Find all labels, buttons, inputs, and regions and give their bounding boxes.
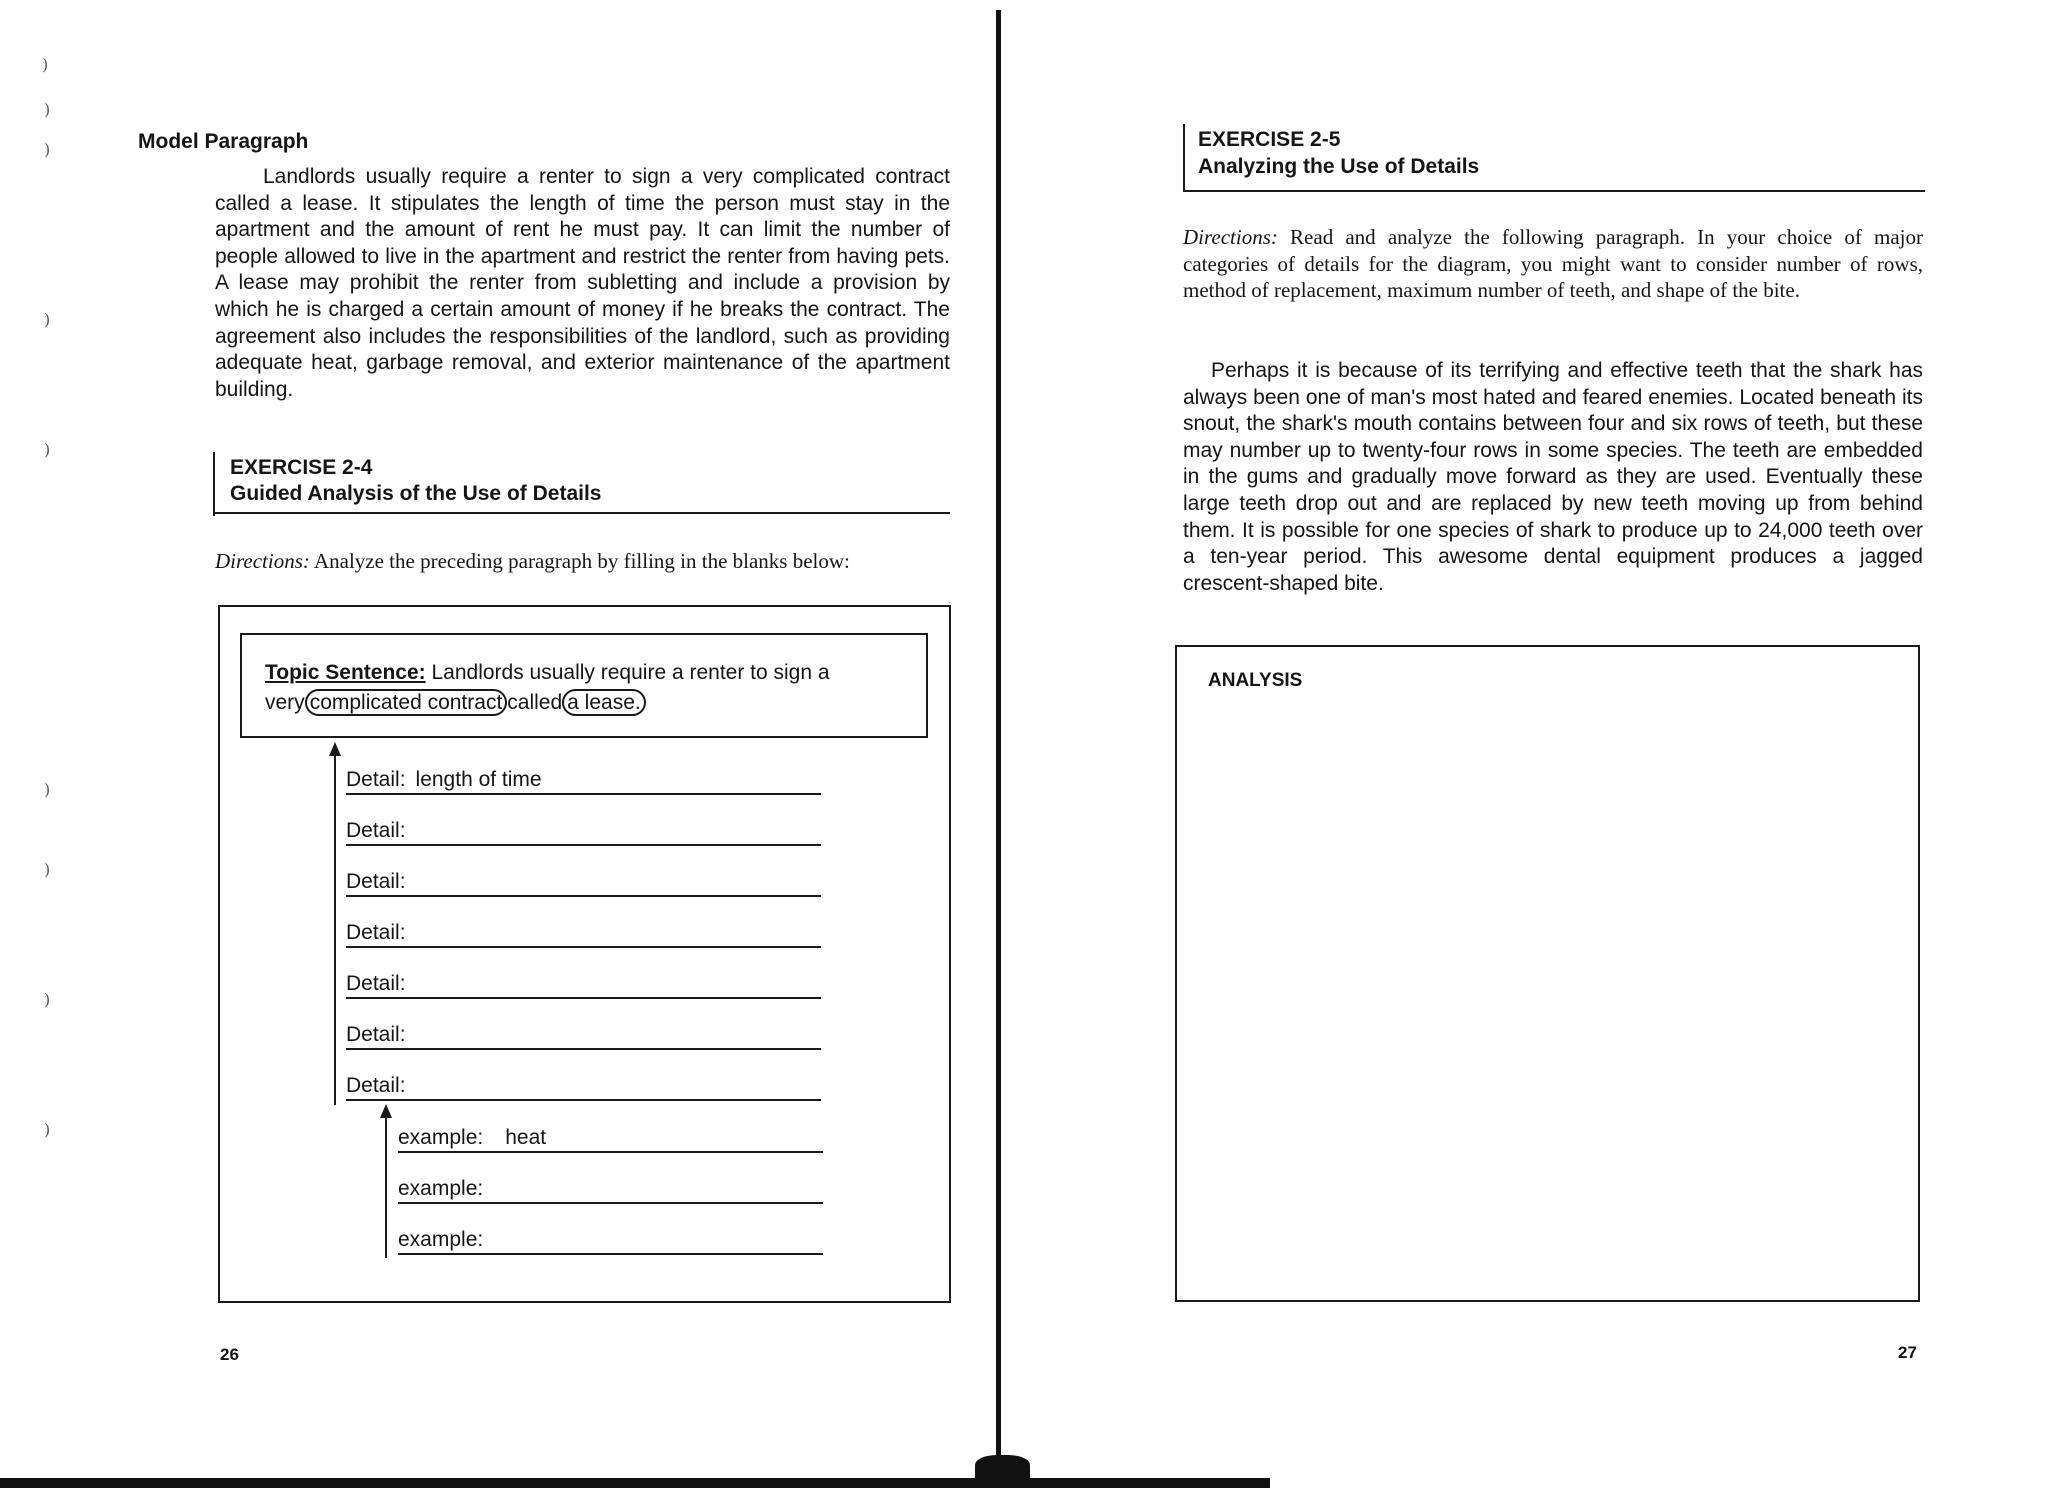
scan-mark: )	[44, 140, 51, 159]
topic-text-3: called	[507, 691, 563, 714]
scan-mark: )	[44, 860, 51, 879]
examples-arrow-icon	[380, 1104, 392, 1118]
detail-row[interactable]: Detail:	[346, 921, 821, 948]
directions-text: Read and analyze the following paragraph. In your choice of major categories of details for the diagram, you might want to consider number of rows, method of replacement, maximum number of teeth, and shape of the bite.	[1183, 225, 1924, 303]
scan-mark: )	[44, 780, 51, 799]
spine-base	[975, 1455, 1030, 1480]
detail-row[interactable]: Detail:	[346, 1074, 821, 1101]
detail-row[interactable]: Detail:	[346, 870, 821, 897]
exercise-2-5-title: Analyzing the Use of Details	[1198, 155, 1480, 178]
directions-lead: Directions:	[215, 549, 310, 573]
scan-mark: )	[44, 100, 51, 119]
directions-lead: Directions:	[1183, 225, 1278, 249]
analysis-box[interactable]	[1175, 645, 1920, 1302]
scan-mark: )	[44, 1120, 51, 1139]
example-row[interactable]: example:	[398, 1228, 823, 1255]
scan-mark: )	[44, 990, 51, 1009]
details-arrow-icon	[329, 742, 341, 756]
scan-mark: )	[44, 310, 51, 329]
example-row[interactable]: example:	[398, 1177, 823, 1204]
exercise-2-4-directions	[215, 548, 950, 575]
analysis-label: ANALYSIS	[1208, 670, 1303, 691]
details-connector	[334, 755, 336, 1105]
model-paragraph-title: Model Paragraph	[138, 130, 309, 153]
page-number-right: 27	[1898, 1343, 1917, 1362]
topic-circled-term-1: complicated contract	[305, 689, 508, 716]
book-spine	[996, 10, 1001, 1470]
topic-text-2: very	[265, 691, 305, 714]
exercise-2-4-title: Guided Analysis of the Use of Details	[230, 482, 602, 505]
detail-row[interactable]: Detail:	[346, 1023, 821, 1050]
model-paragraph-text: Landlords usually require a renter to sign a very complicated contract called a lease. It stipulates the length of time the person must stay in the apartment and the amount of rent he must pay. It can limit the number of people allowed to live in the apartment and restrict the renter from having pets. A lease may prohibit the renter from subletting and include a provision by which he is charged a certain amount of money if he breaks the contract. The agreement also includes the responsibilities of the landlord, such as providing adequate heat, garbage removal, and exterior maintenance of the apartment building.	[215, 165, 950, 401]
page-number-left: 26	[220, 1345, 239, 1364]
scan-mark: )	[42, 55, 49, 74]
topic-circled-term-2: a lease.	[562, 689, 646, 716]
exercise-2-4-number: EXERCISE 2-4	[230, 456, 373, 479]
topic-label: Topic Sentence:	[265, 661, 426, 684]
detail-row[interactable]: Detail:	[346, 819, 821, 846]
exercise-2-5-bar	[1183, 124, 1185, 192]
directions-text: Analyze the preceding paragraph by filling in the blanks below:	[313, 549, 850, 573]
shark-paragraph: Perhaps it is because of its terrifying and effective teeth that the shark has always been one of man's most hated and feared enemies. Located beneath its snout, the shark's mouth contains between four and six rows of teeth, but these may number up to twenty-four rows in some species. The teeth are embedded in the gums and gradually move forward as they are used. Eventually these large teeth drop out and are replaced by new teeth moving up from behind them. It is possible for one species of shark to produce up to 24,000 teeth over a ten-year period. This awesome dental equipment produces a jagged crescent-shaped bite.	[1183, 359, 1923, 595]
exercise-2-5-number: EXERCISE 2-5	[1198, 128, 1341, 151]
scan-mark: )	[44, 440, 51, 459]
detail-row[interactable]: Detail:	[346, 972, 821, 999]
bottom-edge	[0, 1478, 1270, 1488]
example-row[interactable]: example: heat	[398, 1126, 823, 1153]
exercise-2-4-bar	[213, 452, 215, 516]
topic-text-1: Landlords usually require a renter to sign a	[431, 661, 830, 684]
exercise-2-5-directions	[1183, 224, 1923, 304]
detail-row[interactable]: Detail: length of time	[346, 768, 821, 795]
examples-connector	[385, 1118, 387, 1258]
topic-sentence	[265, 658, 905, 718]
exercise-2-4-rule	[215, 512, 950, 514]
exercise-2-5-rule	[1183, 190, 1925, 192]
